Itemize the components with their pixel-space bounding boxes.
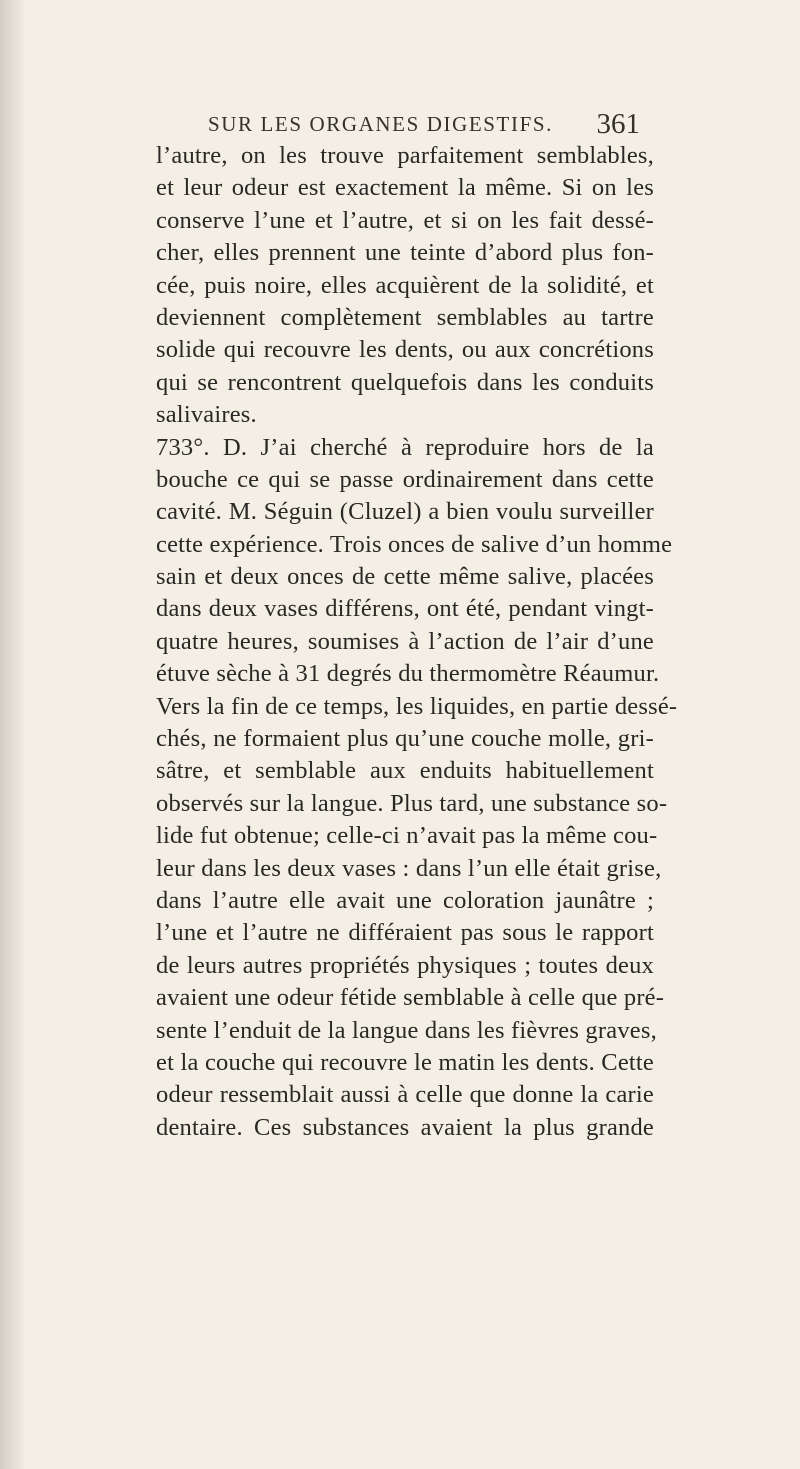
text-line: l’une et l’autre ne différaient pas sous le rapport: [156, 919, 654, 947]
text-line: odeur ressemblait aussi à celle que donne la carie: [156, 1081, 654, 1109]
text-line: cée, puis noire, elles acquièrent de la solidité, et: [156, 271, 654, 299]
running-head: [208, 108, 640, 140]
text-line: conserve l’une et l’autre, et si on les fait dessé-: [156, 206, 654, 234]
text-line: dans l’autre elle avait une coloration jaunâtre ;: [156, 886, 654, 914]
text-line: dentaire. Ces substances avaient la plus grande: [156, 1113, 654, 1141]
body-text: [156, 140, 678, 1144]
binding-shadow: [0, 0, 26, 1469]
text-line: chés, ne formaient plus qu’une couche molle, gri-: [156, 725, 654, 753]
running-title: SUR LES ORGANES DIGESTIFS.: [208, 112, 553, 136]
text-line: Vers la fin de ce temps, les liquides, en partie dessé-: [156, 692, 678, 720]
text-line: sain et deux onces de cette même salive, placées: [156, 563, 654, 591]
text-line: et la couche qui recouvre le matin les dents. Cette: [156, 1048, 654, 1076]
page-number: 361: [596, 108, 640, 140]
text-line: cher, elles prennent une teinte d’abord plus fon-: [156, 239, 654, 267]
text-line: sente l’enduit de la langue dans les fièvres graves,: [156, 1016, 657, 1044]
text-line: étuve sèche à 31 degrés du thermomètre Réaumur.: [156, 660, 660, 688]
text-line: lide fut obtenue; celle-ci n’avait pas la même cou-: [156, 822, 658, 850]
text-line: cette expérience. Trois onces de salive d’un homme: [156, 530, 673, 558]
text-line: quatre heures, soumises à l’action de l’air d’une: [156, 627, 654, 655]
text-line: cavité. M. Séguin (Cluzel) a bien voulu surveiller: [156, 498, 654, 526]
text-line: dans deux vases différens, ont été, pendant vingt-: [156, 595, 654, 623]
text-line: salivaires.: [156, 401, 257, 429]
text-line: de leurs autres propriétés physiques ; toutes deux: [156, 951, 654, 979]
text-line: deviennent complètement semblables au tartre: [156, 303, 654, 331]
text-line: solide qui recouvre les dents, ou aux concrétions: [156, 336, 654, 364]
text-line: sâtre, et semblable aux enduits habituellement: [156, 757, 654, 785]
text-line: et leur odeur est exactement la même. Si on les: [156, 174, 654, 202]
text-line: 733°. D. J’ai cherché à reproduire hors de la: [156, 433, 654, 461]
text-line: qui se rencontrent quelquefois dans les conduits: [156, 368, 654, 396]
text-line: observés sur la langue. Plus tard, une substance so-: [156, 789, 668, 817]
text-line: l’autre, on les trouve parfaitement semblables,: [156, 142, 654, 169]
text-line: leur dans les deux vases : dans l’un elle était grise,: [156, 854, 662, 882]
text-line: bouche ce qui se passe ordinairement dans cette: [156, 465, 654, 493]
text-line: avaient une odeur fétide semblable à celle que pré-: [156, 984, 665, 1012]
